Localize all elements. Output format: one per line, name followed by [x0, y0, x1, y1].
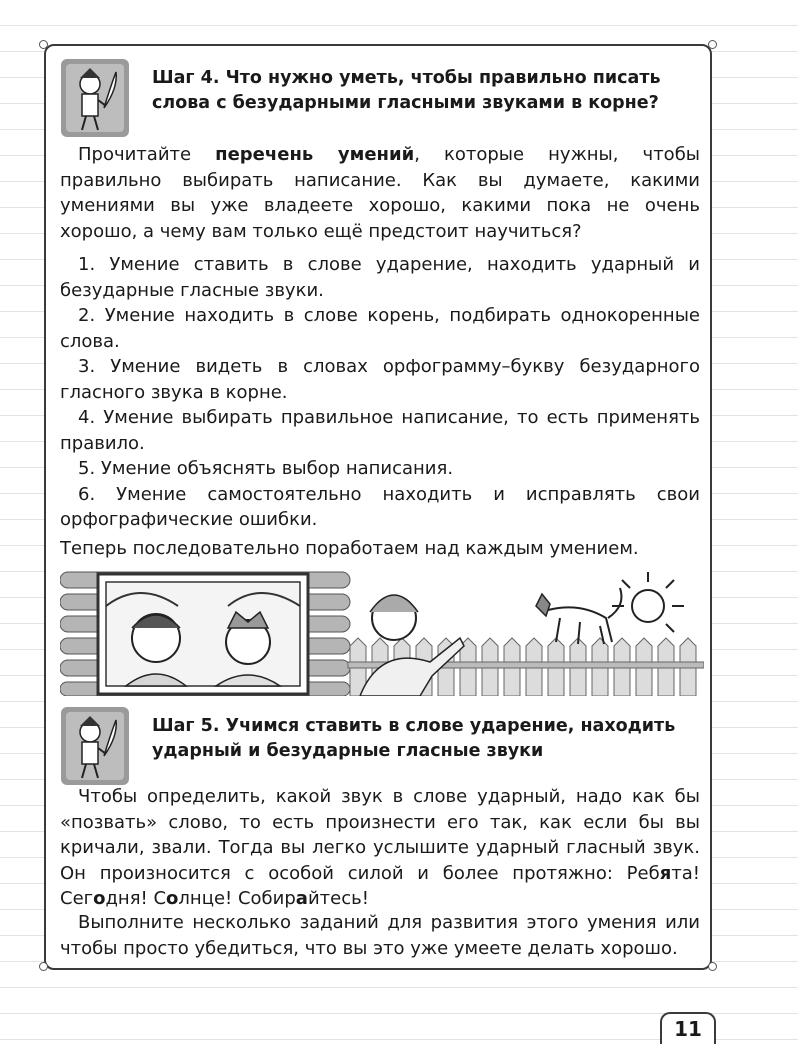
step-4-block [60, 58, 700, 138]
stressed-vowel: о [166, 888, 179, 909]
corner-ring [708, 40, 717, 49]
stressed-vowel: о [93, 888, 106, 909]
example-word: Сег [60, 888, 94, 909]
skill-item: 1. Умение ставить в слове ударение, находить ударный и безударные гласные звуки. [60, 254, 700, 301]
skill-item: 5. Умение объяснять выбор написания. [78, 458, 454, 479]
corner-ring [708, 962, 717, 971]
example-word: С [153, 888, 167, 909]
page-number: 11 [660, 1012, 716, 1044]
skill-item: 6. Умение самостоятельно находить и исправлять свои орфографические ошибки. [60, 483, 700, 530]
skill-item: 4. Умение выбирать правильное написание, то есть применять правило. [60, 407, 700, 454]
intro-text-2: , которые нужны, чтобы правильно выбирать написание. Как вы думаете, какими умениями вы уже владеете хорошо, какими пока не очень хорошо, а чему вам только ещё предстоит научиться? [60, 144, 700, 242]
boy-with-quill-icon [60, 706, 130, 786]
example-word: лнце! [178, 888, 238, 909]
example-word: Собир [237, 888, 296, 909]
explain-text: Чтобы определить, какой звук в слове ударный, надо как бы «позвать» слово, то есть произнести его так, как если бы вы кричали, звали. Тогда вы легко услышите ударный гласный звук. Он произносится с особой силой и более протяжно: [60, 786, 700, 884]
step-4-heading: Шаг 4. Что нужно уметь, чтобы правильно писать слова с безударными гласными звуками в корне? [152, 68, 661, 113]
village-illustration [60, 566, 704, 696]
skills-list [60, 252, 700, 533]
corner-ring [39, 40, 48, 49]
boy-with-quill-icon [60, 58, 130, 138]
outro-paragraph: Теперь последовательно поработаем над каждым умением. [60, 538, 639, 559]
explain-paragraph [60, 784, 700, 912]
step-5-heading: Шаг 5. Учимся ставить в слове ударение, находить ударный и безударные гласные звуки [152, 716, 676, 761]
stressed-vowel: а [295, 888, 308, 909]
intro-text-1: Прочитайте [78, 144, 216, 165]
example-word: та! [671, 862, 700, 884]
intro-paragraph [60, 142, 700, 244]
skill-item: 3. Умение видеть в словах орфограмму–букву безударного гласного звука в корне. [60, 356, 700, 403]
skill-item: 2. Умение находить в слове корень, подбирать однокоренные слова. [60, 305, 700, 352]
task-paragraph: Выполните несколько заданий для развития этого умения или чтобы просто убедиться, что вы это уже умеете делать хорошо. [60, 912, 700, 959]
corner-ring [39, 962, 48, 971]
stressed-vowel: я [659, 862, 672, 884]
example-word: йтесь! [307, 888, 369, 909]
step-5-block [60, 706, 700, 786]
example-word: Реб [626, 862, 660, 884]
content-frame [44, 44, 712, 970]
example-word: дня! [105, 888, 154, 909]
intro-bold: перечень умений [215, 144, 415, 165]
